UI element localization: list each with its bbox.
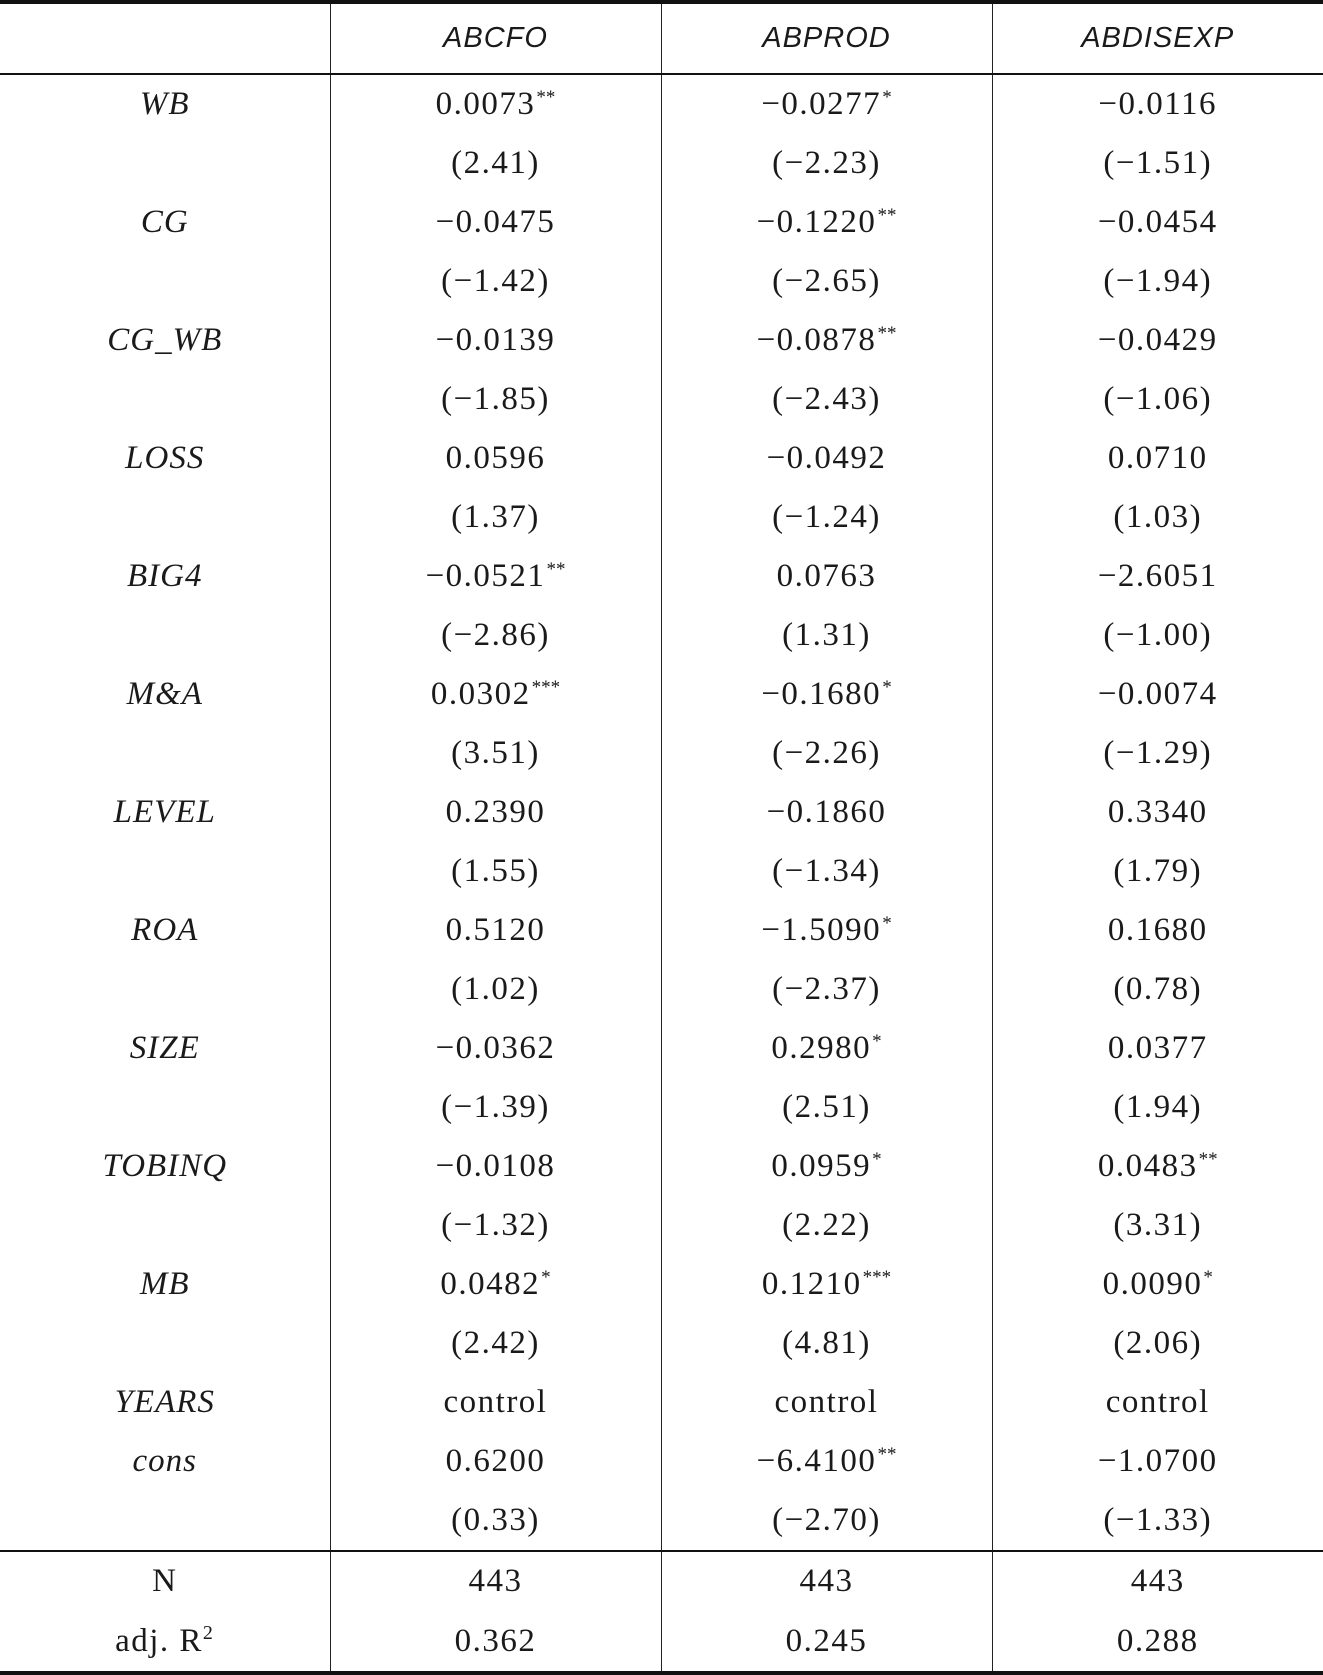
table-row-coef bbox=[0, 1137, 1323, 1196]
row-label-empty bbox=[0, 134, 330, 193]
t-stat-cell: (2.06) bbox=[992, 1314, 1323, 1373]
coef-cell bbox=[330, 547, 661, 606]
coef-value: 0.0763 bbox=[776, 558, 877, 594]
coef-cell bbox=[661, 1137, 992, 1196]
t-stat-cell: (−2.23) bbox=[661, 134, 992, 193]
coef-cell bbox=[992, 193, 1323, 252]
t-stat-cell: (3.51) bbox=[330, 724, 661, 783]
table-row-coef bbox=[0, 1019, 1323, 1078]
row-label-empty bbox=[0, 252, 330, 311]
stat-value-cell: 443 bbox=[661, 1551, 992, 1611]
coef-cell bbox=[992, 901, 1323, 960]
t-stat-cell: (0.78) bbox=[992, 960, 1323, 1019]
t-stat-cell: (2.22) bbox=[661, 1196, 992, 1255]
row-label-empty bbox=[0, 1196, 330, 1255]
stat-label-text: N bbox=[152, 1563, 178, 1599]
row-label-empty bbox=[0, 842, 330, 901]
coef-value: 0.1680 bbox=[1107, 912, 1208, 948]
t-stat-cell: (2.42) bbox=[330, 1314, 661, 1373]
row-label-empty bbox=[0, 370, 330, 429]
row-label: cons bbox=[132, 1443, 197, 1479]
coef-value: 0.0483 bbox=[1097, 1148, 1198, 1184]
table-row-tstat bbox=[0, 1491, 1323, 1551]
t-stat-cell: (−2.65) bbox=[661, 252, 992, 311]
stat-value-cell: 0.288 bbox=[992, 1611, 1323, 1673]
coef-cell bbox=[992, 665, 1323, 724]
coef-value: control bbox=[774, 1384, 879, 1420]
coef-cell bbox=[661, 665, 992, 724]
table-row-coef bbox=[0, 1255, 1323, 1314]
row-label-empty bbox=[0, 960, 330, 1019]
coef-value: −1.0700 bbox=[1097, 1443, 1218, 1479]
t-stat-cell: (−1.33) bbox=[992, 1491, 1323, 1551]
coef-cell bbox=[330, 74, 661, 134]
coef-value: 0.0959 bbox=[771, 1148, 872, 1184]
table-row-tstat bbox=[0, 488, 1323, 547]
coef-value: 0.0596 bbox=[445, 440, 546, 476]
t-stat-cell: (−1.06) bbox=[992, 370, 1323, 429]
coef-cell bbox=[992, 547, 1323, 606]
table-row-tstat bbox=[0, 960, 1323, 1019]
table-row-coef bbox=[0, 1432, 1323, 1491]
row-label: SIZE bbox=[129, 1030, 200, 1066]
row-label: LEVEL bbox=[113, 794, 216, 830]
row-label: M&A bbox=[126, 676, 203, 712]
row-label-empty bbox=[0, 606, 330, 665]
coef-value: −0.0454 bbox=[1097, 204, 1218, 240]
t-stat-cell: (1.79) bbox=[992, 842, 1323, 901]
table-row-stat bbox=[0, 1611, 1323, 1673]
table-row-coef bbox=[0, 311, 1323, 370]
coef-value: −0.0116 bbox=[1098, 86, 1218, 122]
coef-cell bbox=[992, 1255, 1323, 1314]
coef-value: −0.0277 bbox=[761, 86, 882, 122]
coef-cell bbox=[661, 1019, 992, 1078]
t-stat-cell: (1.03) bbox=[992, 488, 1323, 547]
coef-cell bbox=[330, 193, 661, 252]
table-row-coef bbox=[0, 901, 1323, 960]
table-row-tstat bbox=[0, 1196, 1323, 1255]
coef-value: control bbox=[1105, 1384, 1210, 1420]
significance-stars: ** bbox=[536, 87, 556, 108]
coef-cell bbox=[992, 783, 1323, 842]
coef-value: 0.2980 bbox=[771, 1030, 872, 1066]
significance-stars: ** bbox=[877, 323, 897, 344]
coef-value: control bbox=[443, 1384, 548, 1420]
t-stat-cell: (1.94) bbox=[992, 1078, 1323, 1137]
t-stat-cell: (−1.34) bbox=[661, 842, 992, 901]
coef-value: 0.2390 bbox=[445, 794, 546, 830]
coef-cell bbox=[330, 1137, 661, 1196]
coef-value: −6.4100 bbox=[756, 1443, 877, 1479]
t-stat-cell: (4.81) bbox=[661, 1314, 992, 1373]
coef-cell bbox=[661, 547, 992, 606]
row-label: TOBINQ bbox=[102, 1148, 228, 1184]
header-row bbox=[0, 2, 1323, 74]
t-stat-cell: (0.33) bbox=[330, 1491, 661, 1551]
coef-cell bbox=[330, 1019, 661, 1078]
coef-cell bbox=[661, 193, 992, 252]
t-stat-cell: (−1.85) bbox=[330, 370, 661, 429]
coef-value: 0.3340 bbox=[1107, 794, 1208, 830]
t-stat-cell: (1.37) bbox=[330, 488, 661, 547]
coef-cell bbox=[330, 665, 661, 724]
coef-value: 0.0073 bbox=[435, 86, 536, 122]
t-stat-cell: (−1.24) bbox=[661, 488, 992, 547]
coef-cell bbox=[661, 1255, 992, 1314]
t-stat-cell: (−2.86) bbox=[330, 606, 661, 665]
t-stat-cell: (−1.42) bbox=[330, 252, 661, 311]
coef-cell bbox=[992, 1137, 1323, 1196]
coef-value: −0.0362 bbox=[435, 1030, 556, 1066]
coef-cell bbox=[661, 1373, 992, 1432]
coef-value: −0.0492 bbox=[766, 440, 887, 476]
coef-value: −0.0429 bbox=[1097, 322, 1218, 358]
coef-value: −2.6051 bbox=[1097, 558, 1218, 594]
coef-cell bbox=[992, 429, 1323, 488]
row-label: MB bbox=[139, 1266, 190, 1302]
coef-cell bbox=[992, 74, 1323, 134]
table-row-coef bbox=[0, 547, 1323, 606]
row-label-empty bbox=[0, 1314, 330, 1373]
significance-stars: * bbox=[872, 1031, 882, 1052]
table-row-coef bbox=[0, 429, 1323, 488]
coef-cell bbox=[330, 1255, 661, 1314]
significance-stars: *** bbox=[531, 677, 561, 698]
row-label: CG_WB bbox=[107, 322, 223, 358]
table-row-tstat bbox=[0, 1078, 1323, 1137]
coef-cell bbox=[661, 74, 992, 134]
table-header bbox=[0, 2, 1323, 74]
coef-cell bbox=[661, 783, 992, 842]
coef-value: −0.1220 bbox=[756, 204, 877, 240]
t-stat-cell: (1.55) bbox=[330, 842, 661, 901]
coef-value: −0.0108 bbox=[435, 1148, 556, 1184]
header-cell-abdisexp: ABDISEXP bbox=[992, 2, 1323, 74]
table-row-coef bbox=[0, 74, 1323, 134]
stat-value-cell: 443 bbox=[992, 1551, 1323, 1611]
coef-value: 0.5120 bbox=[445, 912, 546, 948]
coef-cell bbox=[992, 1019, 1323, 1078]
header-cell-empty bbox=[0, 2, 330, 74]
significance-stars: * bbox=[882, 87, 892, 108]
coef-cell bbox=[330, 783, 661, 842]
stat-label bbox=[0, 1611, 330, 1673]
coef-value: −0.0074 bbox=[1097, 676, 1218, 712]
coef-value: −0.0878 bbox=[756, 322, 877, 358]
table-body bbox=[0, 74, 1323, 1673]
table-row-tstat bbox=[0, 252, 1323, 311]
coef-cell bbox=[661, 311, 992, 370]
row-label: CG bbox=[140, 204, 189, 240]
row-label: LOSS bbox=[125, 440, 205, 476]
row-label: ROA bbox=[131, 912, 199, 948]
row-label-empty bbox=[0, 1078, 330, 1137]
significance-stars: ** bbox=[877, 1444, 897, 1465]
coef-value: −0.0139 bbox=[435, 322, 556, 358]
t-stat-cell: (2.41) bbox=[330, 134, 661, 193]
t-stat-cell: (2.51) bbox=[661, 1078, 992, 1137]
coef-value: 0.0302 bbox=[430, 676, 531, 712]
stat-label-superscript: 2 bbox=[202, 1622, 215, 1644]
row-label-empty bbox=[0, 488, 330, 547]
coef-value: −0.1680 bbox=[761, 676, 882, 712]
significance-stars: * bbox=[541, 1267, 551, 1288]
row-label: BIG4 bbox=[127, 558, 203, 594]
t-stat-cell: (−1.29) bbox=[992, 724, 1323, 783]
row-label: WB bbox=[139, 86, 190, 122]
significance-stars: * bbox=[882, 913, 892, 934]
table-row-coef bbox=[0, 783, 1323, 842]
t-stat-cell: (1.31) bbox=[661, 606, 992, 665]
t-stat-cell: (−2.43) bbox=[661, 370, 992, 429]
coef-value: 0.0710 bbox=[1107, 440, 1208, 476]
stat-label bbox=[0, 1551, 330, 1611]
t-stat-cell: (1.02) bbox=[330, 960, 661, 1019]
t-stat-cell: (−2.70) bbox=[661, 1491, 992, 1551]
coef-value: −0.0475 bbox=[435, 204, 556, 240]
significance-stars: ** bbox=[877, 205, 897, 226]
table-row-tstat bbox=[0, 370, 1323, 429]
significance-stars: * bbox=[1203, 1267, 1213, 1288]
coef-value: 0.0377 bbox=[1107, 1030, 1208, 1066]
table-row-coef bbox=[0, 665, 1323, 724]
coef-value: 0.0090 bbox=[1102, 1266, 1203, 1302]
t-stat-cell: (−1.51) bbox=[992, 134, 1323, 193]
t-stat-cell: (3.31) bbox=[992, 1196, 1323, 1255]
coef-value: 0.0482 bbox=[440, 1266, 541, 1302]
coef-cell bbox=[330, 901, 661, 960]
t-stat-cell: (−1.00) bbox=[992, 606, 1323, 665]
coef-cell bbox=[992, 1432, 1323, 1491]
t-stat-cell: (−1.32) bbox=[330, 1196, 661, 1255]
table-row-tstat bbox=[0, 1314, 1323, 1373]
coef-value: −1.5090 bbox=[761, 912, 882, 948]
table-row-tstat bbox=[0, 842, 1323, 901]
significance-stars: *** bbox=[862, 1267, 892, 1288]
coef-cell bbox=[330, 1432, 661, 1491]
coef-value: −0.0521 bbox=[425, 558, 546, 594]
coef-cell bbox=[992, 1373, 1323, 1432]
significance-stars: ** bbox=[1198, 1149, 1218, 1170]
coef-cell bbox=[661, 901, 992, 960]
t-stat-cell: (−1.39) bbox=[330, 1078, 661, 1137]
table-row-tstat bbox=[0, 606, 1323, 665]
stat-value-cell: 443 bbox=[330, 1551, 661, 1611]
row-label: YEARS bbox=[114, 1384, 215, 1420]
t-stat-cell: (−2.26) bbox=[661, 724, 992, 783]
significance-stars: * bbox=[882, 677, 892, 698]
coef-cell bbox=[661, 1432, 992, 1491]
coef-cell bbox=[661, 429, 992, 488]
t-stat-cell: (−2.37) bbox=[661, 960, 992, 1019]
coef-cell bbox=[992, 311, 1323, 370]
coef-cell bbox=[330, 429, 661, 488]
stat-label-text: adj. R bbox=[115, 1623, 203, 1659]
coef-cell bbox=[330, 311, 661, 370]
stat-value-cell: 0.362 bbox=[330, 1611, 661, 1673]
row-label-empty bbox=[0, 724, 330, 783]
coef-value: 0.1210 bbox=[761, 1266, 862, 1302]
significance-stars: ** bbox=[546, 559, 566, 580]
row-label-empty bbox=[0, 1491, 330, 1551]
table-row-tstat bbox=[0, 134, 1323, 193]
stat-value-cell: 0.245 bbox=[661, 1611, 992, 1673]
table-row-stat bbox=[0, 1551, 1323, 1611]
header-cell-abprod: ABPROD bbox=[661, 2, 992, 74]
coef-value: −0.1860 bbox=[766, 794, 887, 830]
t-stat-cell: (−1.94) bbox=[992, 252, 1323, 311]
coef-value: 0.6200 bbox=[445, 1443, 546, 1479]
table-row-coef bbox=[0, 1373, 1323, 1432]
coef-cell bbox=[330, 1373, 661, 1432]
table-row-coef bbox=[0, 193, 1323, 252]
table-row-tstat bbox=[0, 724, 1323, 783]
significance-stars: * bbox=[872, 1149, 882, 1170]
header-cell-abcfo: ABCFO bbox=[330, 2, 661, 74]
